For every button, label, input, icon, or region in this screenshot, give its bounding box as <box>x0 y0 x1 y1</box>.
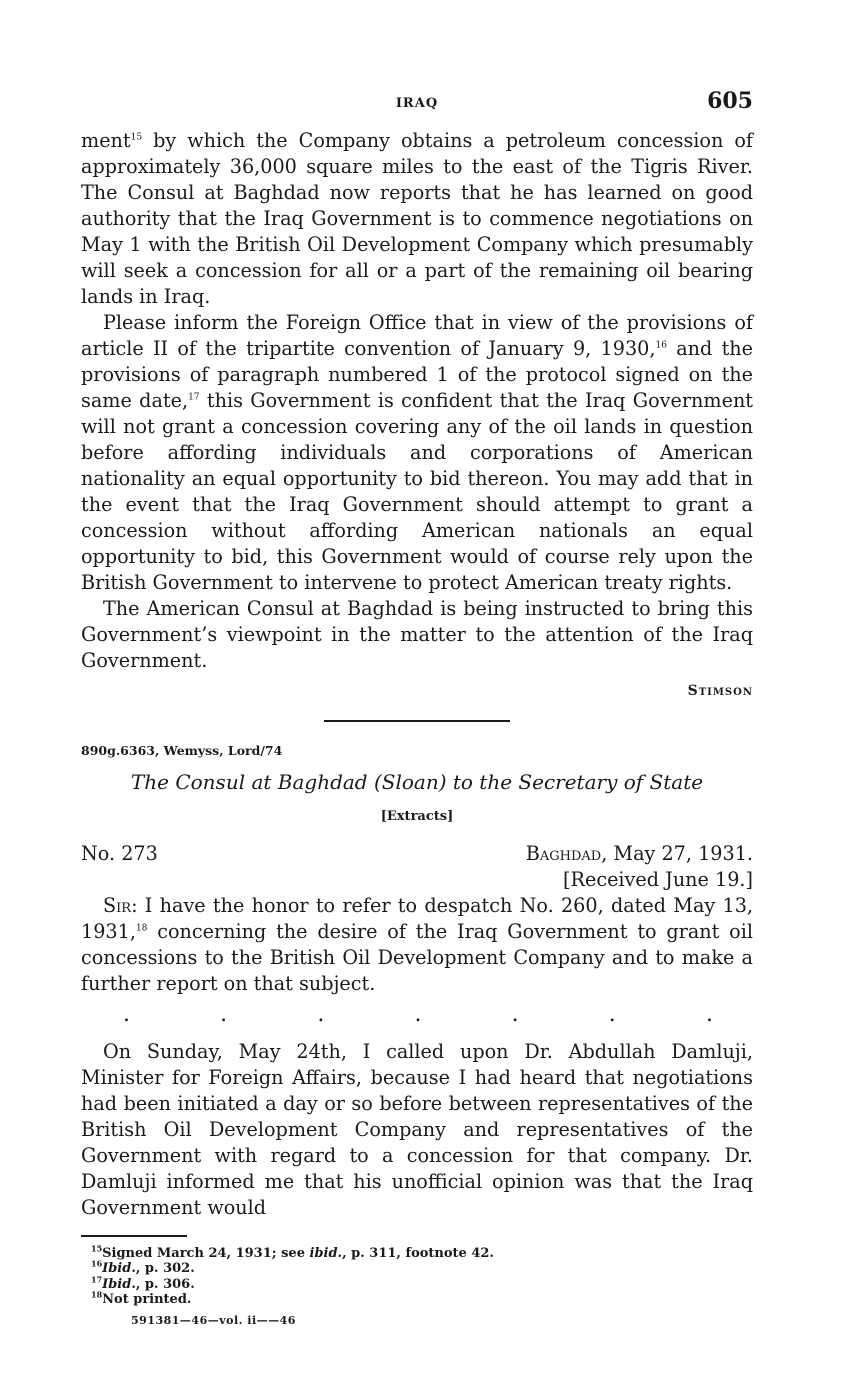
ellipsis-dot: . <box>317 1002 325 1027</box>
file-reference: 890g.6363, Wemyss, Lord/74 <box>81 743 283 758</box>
section-divider <box>324 720 510 722</box>
footnote-ref-17: 17 <box>188 392 200 403</box>
page-header <box>81 88 753 128</box>
footnote-ref-18: 18 <box>135 923 148 934</box>
printer-imprint: 591381—46—vol. ii——46 <box>131 1313 296 1327</box>
despatch-number: No. 273 <box>81 842 158 865</box>
ellipsis-dot: . <box>123 1002 130 1027</box>
footnote: $^{16}$Ibid., p. 302. <box>91 1258 195 1276</box>
footnote-ref-15: 15 <box>130 132 143 143</box>
paragraph-5: On Sunday, May 24th, I called upon Dr. Abdullah Damluji, Minister for Foreign Affairs, because I had heard that negotiations had been initiated a day or so before between representatives of the British Oil Development Company and representatives of the Government with regard to a concession for that company. Dr. Damluji informed me that his unofficial opinion was that the Iraq Government would <box>81 1040 753 1219</box>
salutation: Sir: <box>103 894 138 917</box>
paragraph-3: The American Consul at Baghdad is being instructed to bring this Government’s viewpoint in the matter to the attention of the Iraq Government. <box>81 597 753 672</box>
extracts-label: [Extracts] <box>380 809 454 824</box>
paragraph-4: Sir: I have the honor to refer to despatch No. 260, dated May 13, 1931,18 concerning the desire of the Iraq Government to grant oil concessions to the British Oil Development Company and to make a further report on that subject. <box>81 894 753 995</box>
ellipsis-dot: . <box>414 1002 422 1027</box>
received-date: [Received June 19.] <box>563 868 753 891</box>
document-title: The Consul at Baghdad (Sloan) to the Secretary of State <box>130 770 704 794</box>
ellipsis-dot: . <box>220 1002 228 1027</box>
ellipsis-row <box>81 1001 753 1029</box>
place-date: Baghdad, May 27, 1931. <box>525 842 753 865</box>
ellipsis-dot: . <box>705 1002 713 1027</box>
signature: Stimson <box>687 683 753 699</box>
ellipsis-dot: . <box>511 1002 519 1027</box>
footnote-ref-16: 16 <box>655 340 667 351</box>
document-page <box>81 88 753 1327</box>
footnote: $^{15}$Signed March 24, 1931; see ibid., p. 311, footnote 42. <box>91 1243 494 1261</box>
running-title: IRAQ <box>395 96 439 111</box>
dateline <box>81 841 753 893</box>
footnote: $^{18}$Not printed. <box>91 1289 192 1307</box>
footnote-divider <box>81 1235 187 1237</box>
page-number: 605 <box>707 88 753 114</box>
footnotes <box>91 1243 753 1308</box>
paragraph-1: ment$^{15}$ by which the Company obtains a petroleum concession of approximately 36,000 square miles to the east of the Tigris River. The Consul at Baghdad now reports that he has learned on good authority that the Iraq Government is to commence negotiations on May 1 with the British Oil Development Company which presumably will seek a concession for all or a part of the remaining oil bearing lands in Iraq. <box>81 129 753 308</box>
footnote: $^{17}$Ibid., p. 306. <box>91 1274 195 1292</box>
ellipsis-dot: . <box>608 1002 616 1027</box>
paragraph-2: Please inform the Foreign Office that in view of the provisions of article II of the tripartite convention of January 9, 1930,16 and the provisions of paragraph numbered 1 of the protocol signed on the same date,$^{17}$ this Government is confident that the Iraq Government will not grant a concession covering any of the oil lands in question before affording individuals and corporations of American nationality an equal opportunity to bid thereon. You may add that in the event that the Iraq Government should attempt to grant a concession without affording American nationals an equal opportunity to bid, this Government would of course rely upon the British Government to intervene to protect American treaty rights. <box>81 311 754 594</box>
